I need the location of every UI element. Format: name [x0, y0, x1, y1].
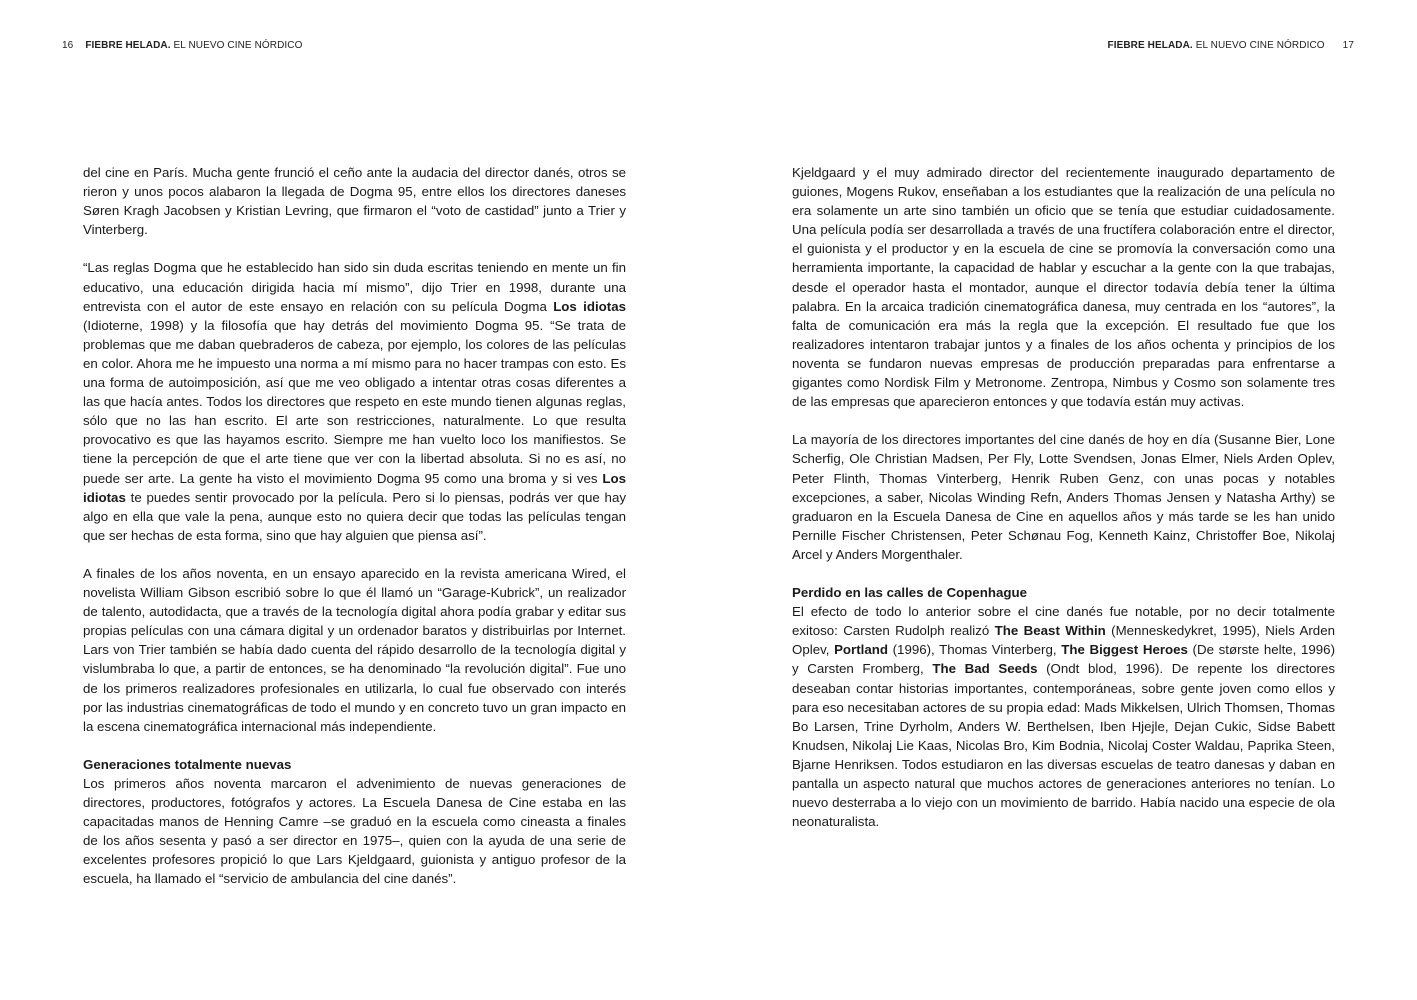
film-title: Los idiotas	[553, 298, 626, 314]
paragraph	[83, 774, 626, 889]
section-heading: Perdido en las calles de Copenhague	[792, 585, 1027, 601]
text-run: A finales de los años noventa, en un ensayo aparecido en la revista americana Wired, el novelista William Gibson escribió sobre lo que él llamó un “Garage-Kubrick”, un realizador de talento, autodidacta, que a través de la tecnología digital ahora podía grabar y editar sus propias películas con una cámara digital y un ordenador baratos y distribuirlas por Internet. Lars von Trier también se había dado cuenta del rápido desarrollo de la tecnología digital y vislumbraba lo que, a partir de entonces, se ha denominado “la revolución digital”. Fue uno de los primeros realizadores profesionales en utilizarla, lo cual fue observado con interés por las industrias cinematográficas de todo el mundo y en concreto tuvo un gran impacto en la escena cinematográfica internacional más independiente.	[83, 565, 626, 734]
paragraph	[792, 602, 1335, 831]
book-title: FIEBRE HELADA.	[1107, 40, 1193, 51]
text-run: Kjeldgaard y el muy admirado director del recientemente inaugurado departamento de guiones, Mogens Rukov, enseñaban a los estudiantes que la realización de una película no era solamente un arte sino también un oficio que se tenía que estudiar cuidadosamente. Una película podía ser desarrollada a través de una fructífera colaboración entre el director, el guionista y el productor y en la escuela de cine se promovía la conversación como una herramienta importante, la capacidad de hablar y escuchar a la gente con la que trabajas, desde el operador hasta el montador, aunque el director todavía debía tener la última palabra. En la arcaica tradición cinematográfica danesa, muy centrada en los “autores”, la falta de comunicación era más la regla que la excepción. El resultado fue que los realizadores intentaron trabajar juntos y a finales de los años ochenta y principios de los noventa se fundaron nuevas empresas de producción preparadas para enfrentarse a gigantes como Nordisk Film y Metronome. Zentropa, Nimbus y Cosmo son solamente tres de las empresas que aparecieron entonces y que todavía están muy activas.	[792, 165, 1335, 410]
body-text-left	[83, 163, 626, 908]
text-run: (Idioterne, 1998) y la filosofía que hay detrás del movimiento Dogma 95. “Se trata de problemas que me daban quebraderos de cabeza, por ejemplo, los colores de las películas en color. Ahora me he impuesto una norma a mí mismo para no hacer trampas con esto. Es una forma de autoimposición, así que me veo obligado a intentar otras cosas diferentes a las que hacía antes. Todos los directores que respeto en este mundo tienen algunas reglas, sólo que no las han escrito. El arte son restricciones, naturalmente. Lo que resulta provocativo es que las hayamos escrito. Siempre me han vuelto loco los manifiestos. Se tiene la percepción de que el arte tiene que ver con la libertad absoluta. Si no es así, no puede ser arte. La gente ha visto el movimiento Dogma 95 como una broma y si ves	[83, 317, 626, 486]
body-text-right	[792, 163, 1335, 850]
text-run: (Ondt blod, 1996). De repente los directores deseaban contar historias importantes, contemporáneas, sobre gente joven como ellos y para eso necesitaban actores de su propia edad: Mads Mikkelsen, Ulrich Thomsen, Thomas Bo Larsen, Trine Dyrholm, Anders W. Berthelsen, Iben Hjejle, Dejan Cukic, Sidse Babett Knudsen, Nikolaj Lie Kaas, Nicolas Bro, Kim Bodnia, Nicolaj Coster Waldau, Paprika Steen, Bjarne Henriksen. Todos estudiaron en las diversas escuelas de teatro danesas y daban en pantalla un aspecto natural que muchos actores de generaciones anteriores no tenían. Lo nuevo desterraba a lo viejo con un movimiento de barrido. Había nacido una especie de ola neonaturalista.	[792, 661, 1336, 830]
book-subtitle: EL NUEVO CINE NÓRDICO	[1195, 40, 1325, 51]
text-run: Los primeros años noventa marcaron el advenimiento de nuevas generaciones de directores, productores, fotógrafos y actores. La Escuela Danesa de Cine estaba en las capacitadas manos de Henning Camre –se graduó en la escuela como cineasta a finales de los años sesenta y pasó a ser director en 1975–, quien con la ayuda de una serie de excelentes profesores propició lo que Lars Kjeldgaard, guionista y antiguo profesor de la escuela, ha llamado el “servicio de ambulancia del cine danés”.	[83, 776, 626, 887]
paragraph	[83, 163, 626, 239]
page-number: 17	[1342, 40, 1354, 51]
running-header-left	[62, 40, 303, 52]
text-run: del cine en París. Mucha gente frunció el ceño ante la audacia del director danés, otros se rieron y unos pocos alabaron la llegada de Dogma 95, entre ellos los directores daneses Søren Kragh Jacobsen y Kristian Levring, que firmaron el “voto de castidad” junto a Trier y Vinterberg.	[83, 165, 626, 238]
book-subtitle: EL NUEVO CINE NÓRDICO	[173, 40, 303, 51]
paragraph	[83, 258, 626, 544]
film-title: The Bad Seeds	[932, 661, 1038, 677]
film-title: Los idiotas	[83, 470, 626, 505]
paragraph	[792, 430, 1335, 564]
text-run: (1996), Thomas Vinterberg,	[888, 642, 1062, 658]
paragraph	[83, 564, 626, 736]
text-run: “Las reglas Dogma que he establecido han sido sin duda escritas teniendo en mente un fin educativo, una educación dirigida hacia mí mismo”, dijo Trier en 1998, durante una entrevista con el autor de este ensayo en relación con su película Dogma	[83, 260, 626, 314]
text-run: La mayoría de los directores importantes del cine danés de hoy en día (Susanne Bier, Lone Scherfig, Ole Christian Madsen, Per Fly, Lotte Svendsen, Jonas Elmer, Niels Arden Oplev, Peter Flinth, Thomas Vinterberg, Henrik Ruben Genz, con unas pocas y notables excepciones, a saber, Nicolas Winding Refn, Anders Thomas Jensen y Natasha Arthy) se graduaron en la Escuela Danesa de Cine en aquellos años y más tarde se les han unido Pernille Fischer Christensen, Peter Schønau Fog, Kenneth Kainz, Christoffer Boe, Nikolaj Arcel y Anders Morgenthaler.	[792, 432, 1335, 562]
left-page	[0, 0, 708, 1000]
film-title: The Beast Within	[994, 623, 1106, 639]
book-title: FIEBRE HELADA.	[85, 40, 171, 51]
section-heading: Generaciones totalmente nuevas	[83, 756, 292, 772]
text-run: El efecto de todo lo anterior sobre el cine danés fue notable, por no decir totalmente exitoso: Carsten Rudolph realizó	[792, 604, 1335, 639]
paragraph	[792, 163, 1335, 411]
right-page	[708, 0, 1417, 1000]
running-header-right	[1108, 40, 1355, 52]
text-run: (Menneskedykret, 1995), Niels Arden Oplev,	[792, 623, 1335, 658]
page-number: 16	[62, 40, 74, 51]
film-title: Portland	[834, 642, 888, 658]
text-run: te puedes sentir provocado por la película. Pero si lo piensas, podrás ver que hay algo en ella que vale la pena, aunque esto no quiera decir que todas las películas tengan que ser hechas de esta forma, sino que hay alguien que piensa así”.	[83, 489, 626, 543]
text-run: (De største helte, 1996) y Carsten Fromberg,	[792, 642, 1336, 677]
film-title: The Biggest Heroes	[1061, 642, 1188, 658]
